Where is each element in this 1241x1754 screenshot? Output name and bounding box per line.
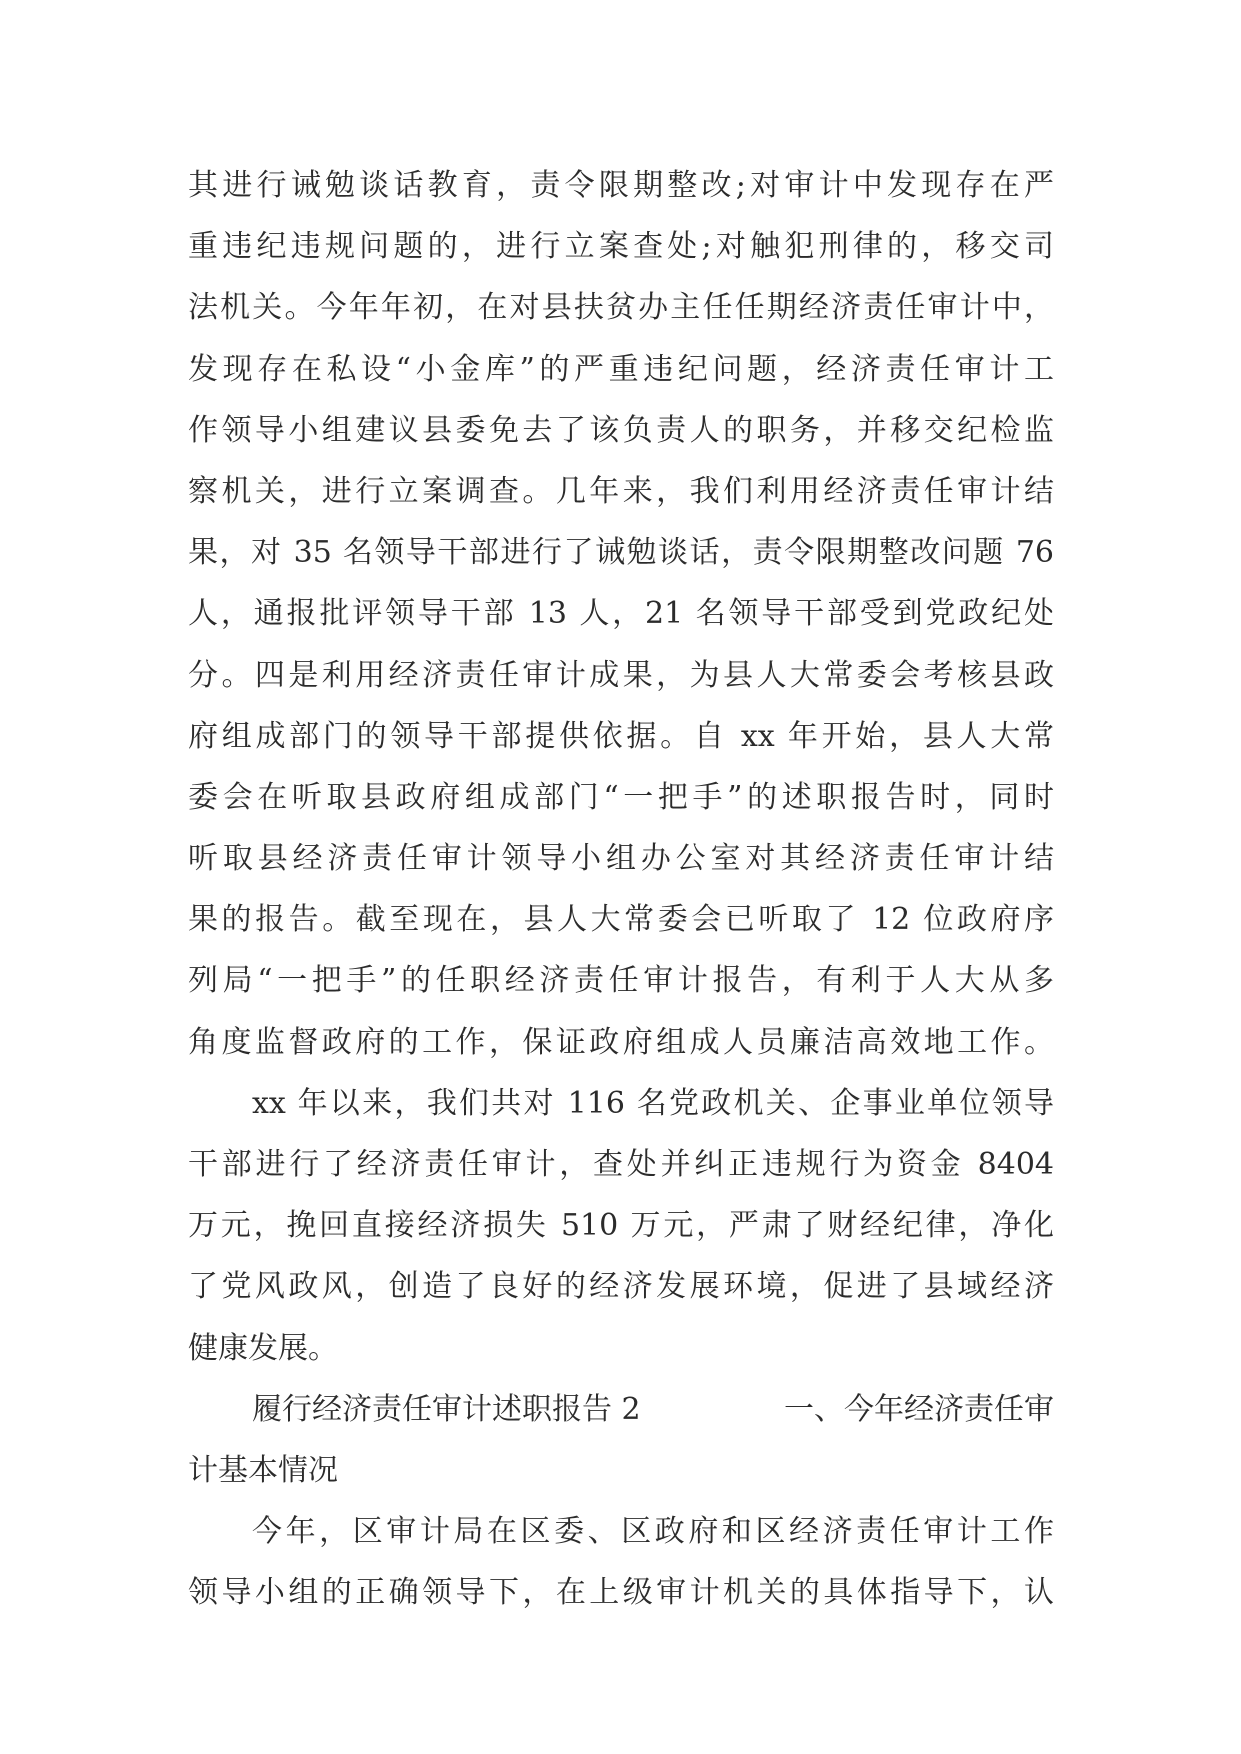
- text-line: 委会在听取县政府组成部门“一把手”的述职报告时，同时: [188, 779, 1054, 815]
- report-title: 履行经济责任审计述职报告 2: [252, 1391, 641, 1427]
- section-heading: [188, 1379, 1054, 1440]
- text-line: 其进行诫勉谈话教育，责令限期整改;对审计中发现存在严: [188, 168, 1054, 203]
- text-line: 察机关，进行立案调查。几年来，我们利用经济责任审计结: [188, 473, 1054, 509]
- text-line: 计基本情况: [188, 1452, 338, 1488]
- text-line: 列局“一把手”的任职经济责任审计报告，有利于人大从多: [188, 963, 1054, 999]
- text-line: 听取县经济责任审计领导小组办公室对其经济责任审计结: [188, 841, 1054, 877]
- text-line: 作领导小组建议县委免去了该负责人的职务，并移交纪检监: [188, 412, 1054, 448]
- text-line: 了党风政风，创造了良好的经济发展环境，促进了县域经济: [188, 1269, 1054, 1305]
- text-line: 今年，区审计局在区委、区政府和区经济责任审计工作: [252, 1514, 1054, 1550]
- text-line: 果，对 35 名领导干部进行了诫勉谈话，责令限期整改问题 76: [188, 535, 1054, 571]
- text-line: 万元，挽回直接经济损失 510 万元，严肃了财经纪律，净化: [188, 1208, 1054, 1244]
- text-line: 干部进行了经济责任审计，查处并纠正违规行为资金 8404: [188, 1147, 1054, 1182]
- text-line: 领导小组的正确领导下，在上级审计机关的具体指导下，认: [188, 1575, 1054, 1611]
- text-line: 发现存在私设“小金库”的严重违纪问题，经济责任审计工: [188, 351, 1054, 387]
- text-line: 健康发展。: [188, 1330, 338, 1366]
- text-line: 府组成部门的领导干部提供依据。自 xx 年开始，县人大常: [188, 718, 1054, 754]
- text-line: 法机关。今年年初，在对县扶贫办主任任期经济责任审计中，: [188, 290, 1054, 326]
- section-title: 一、今年经济责任审: [784, 1391, 1054, 1427]
- text-line: xx 年以来，我们共对 116 名党政机关、企事业单位领导: [252, 1085, 1054, 1121]
- text-line: 果的报告。截至现在，县人大常委会已听取了 12 位政府序: [188, 902, 1054, 938]
- document-body: [188, 155, 1054, 1624]
- text-line: 角度监督政府的工作，保证政府组成人员廉洁高效地工作。: [188, 1024, 1054, 1060]
- text-line: 人，通报批评领导干部 13 人，21 名领导干部受到党政纪处: [188, 596, 1054, 632]
- text-line: 重违纪违规问题的，进行立案查处;对触犯刑律的，移交司: [188, 229, 1054, 265]
- text-line: 分。四是利用经济责任审计成果，为县人大常委会考核县政: [188, 657, 1054, 693]
